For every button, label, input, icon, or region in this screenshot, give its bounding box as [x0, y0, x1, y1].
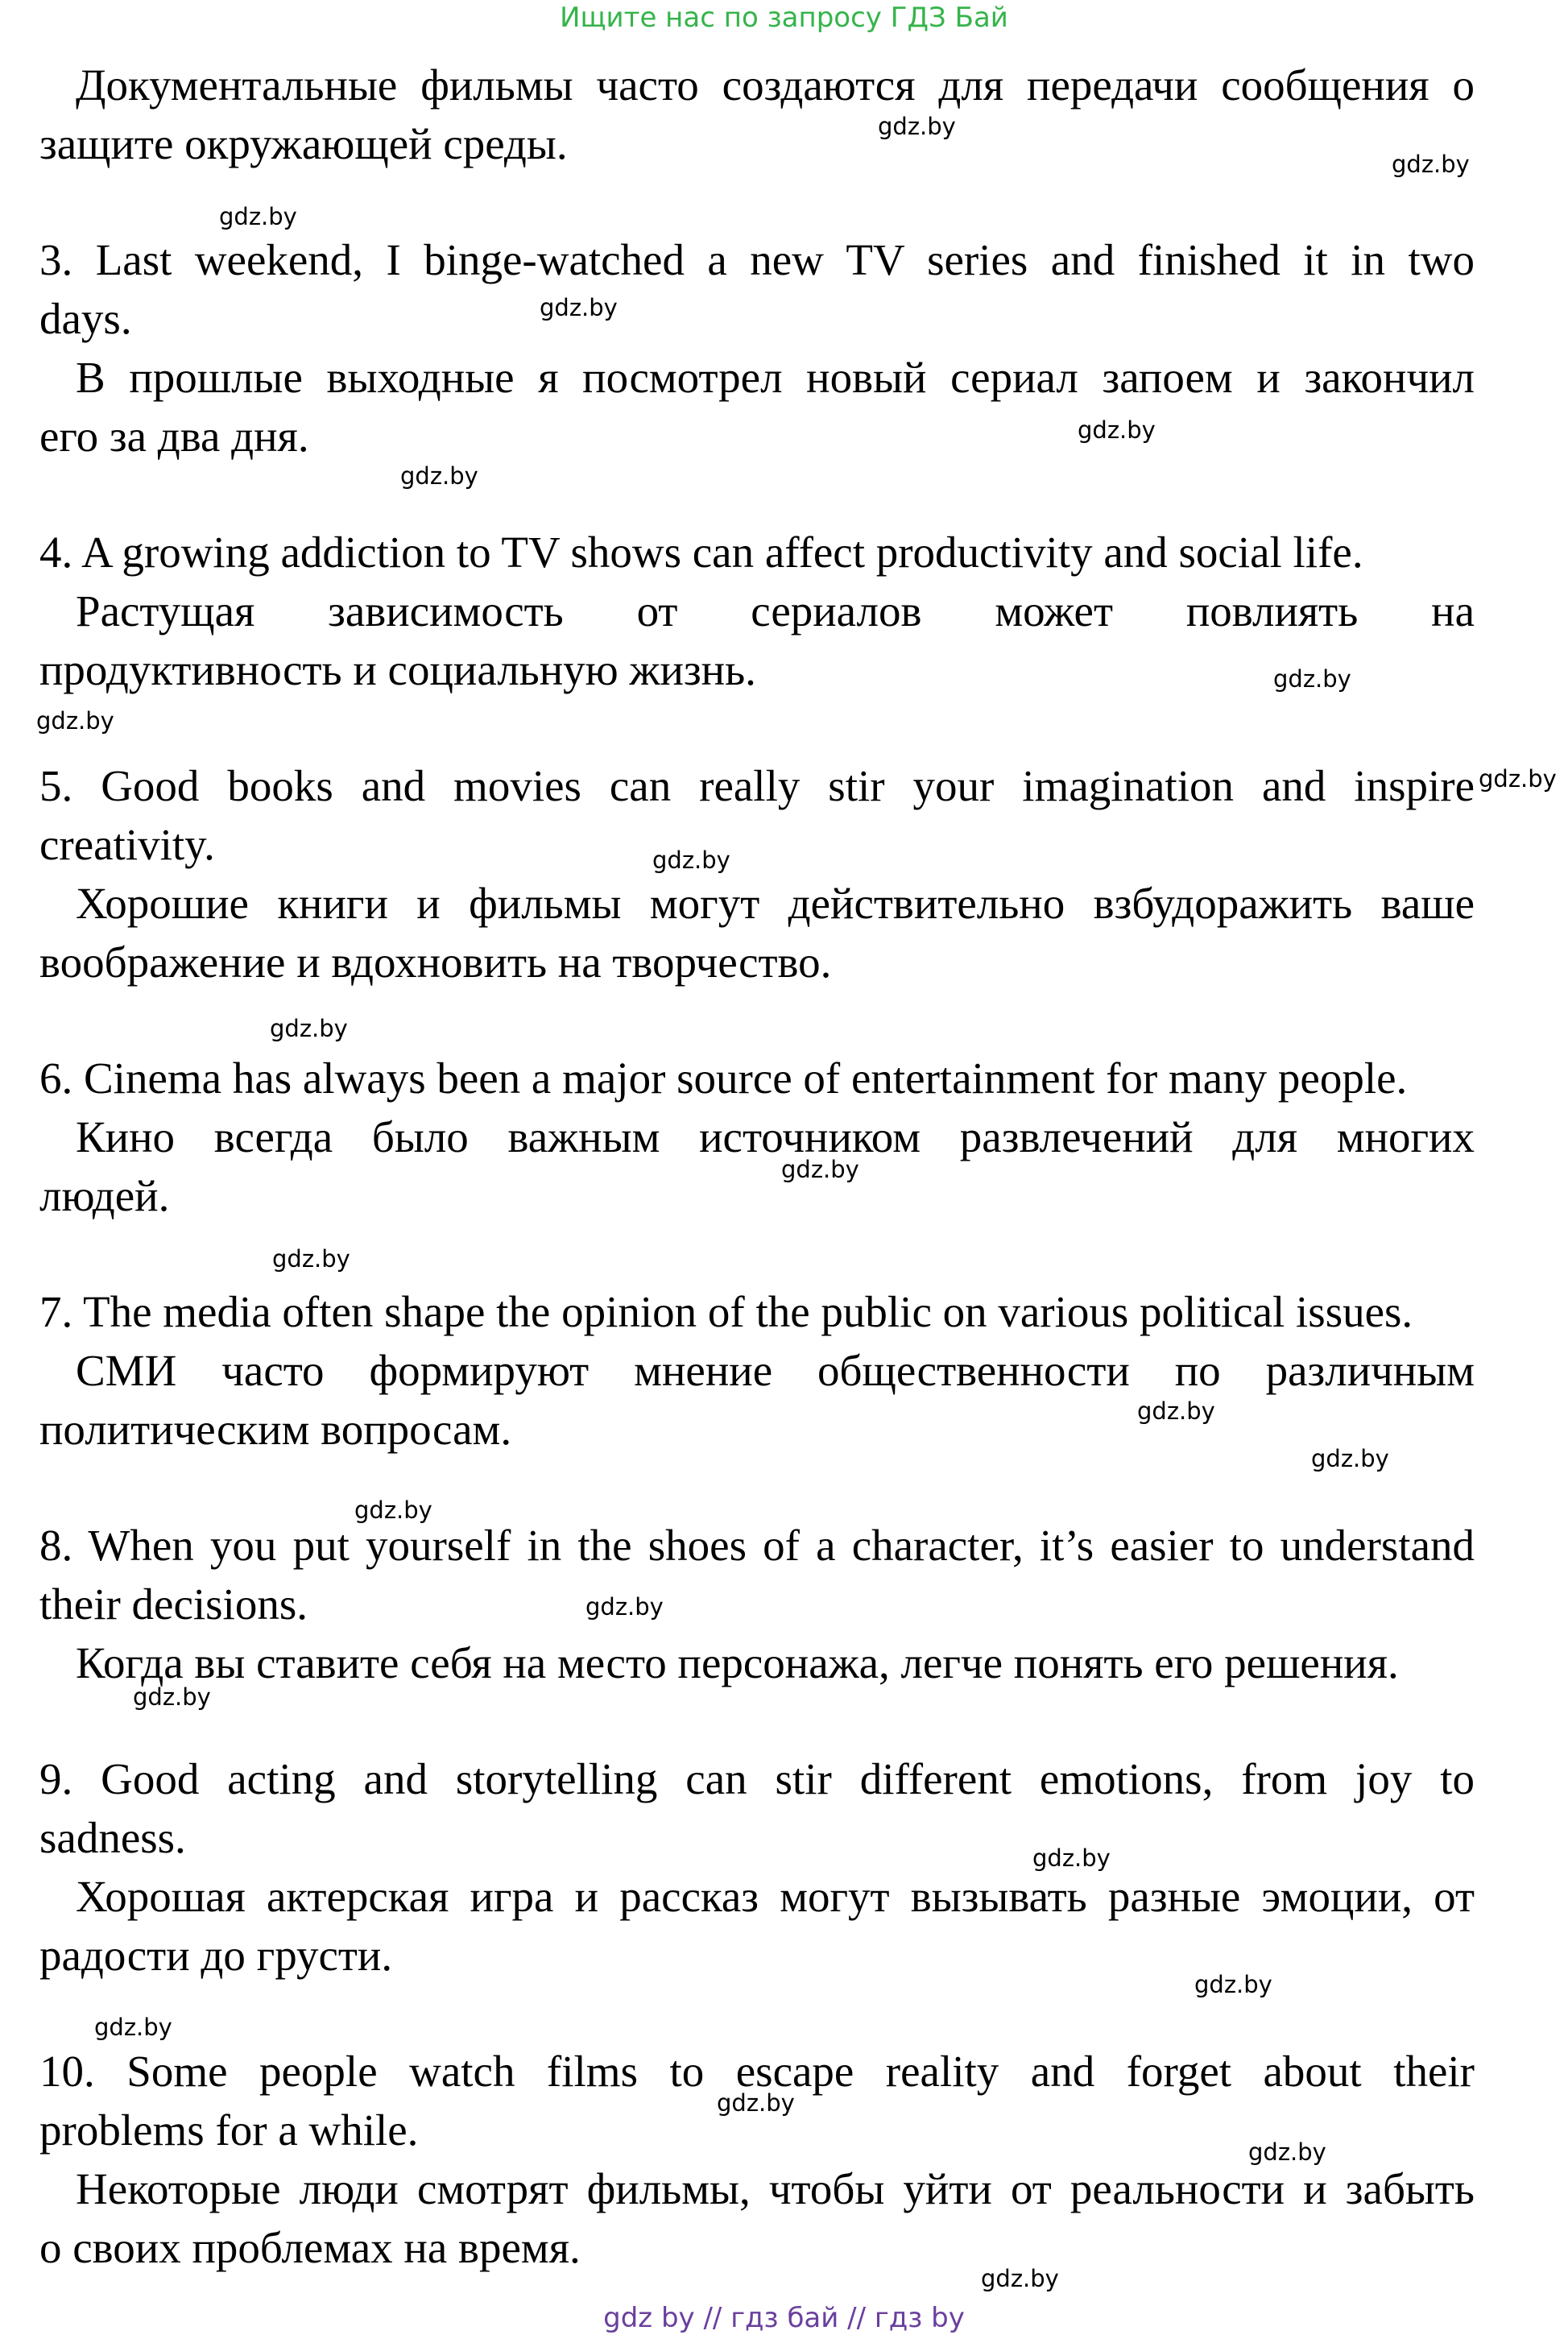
watermark: gdz.by — [94, 2014, 172, 2041]
watermark: gdz.by — [1194, 1971, 1272, 1998]
english-sentence-3: 3. Last weekend, I binge-watched a new TV series and finished it in two — [39, 235, 1475, 284]
watermark: gdz.by — [400, 462, 478, 490]
watermark: gdz.by — [272, 1245, 350, 1273]
english-sentence-3-cont: days. — [39, 294, 132, 343]
footer-links[interactable]: gdz by // гдз бай // гдз by — [603, 2302, 965, 2334]
russian-translation-10: Некоторые люди смотрят фильмы, чтобы уйти от реальности и забыть — [76, 2164, 1475, 2213]
watermark: gdz.by — [1032, 1844, 1111, 1872]
text-line: защите окружающей среды. — [39, 119, 568, 168]
russian-translation-3: В прошлые выходные я посмотрел новый сериал запоем и закончил — [76, 353, 1475, 402]
english-sentence-5: 5. Good books and movies can really stir your imagination and inspire — [39, 761, 1475, 810]
watermark: gdz.by — [1248, 2138, 1326, 2166]
text-line: Документальные фильмы часто создаются для передачи сообщения о — [76, 60, 1475, 110]
english-sentence-8: 8. When you put yourself in the shoes of a character, it’s easier to understand — [39, 1521, 1475, 1570]
watermark: gdz.by — [981, 2265, 1059, 2292]
watermark: gdz.by — [1078, 416, 1156, 444]
watermark: gdz.by — [878, 113, 956, 140]
watermark: gdz.by — [354, 1497, 432, 1524]
russian-translation-10-cont: о своих проблемах на время. — [39, 2223, 581, 2272]
watermark: gdz.by — [1273, 665, 1351, 693]
english-sentence-9-cont: sadness. — [39, 1813, 186, 1862]
russian-translation-9: Хорошая актерская игра и рассказ могут вызывать разные эмоции, от — [76, 1872, 1475, 1921]
russian-translation-8: Когда вы ставите себя на место персонажа, легче понять его решения. — [76, 1638, 1399, 1687]
watermark: gdz.by — [36, 707, 114, 735]
watermark: gdz.by — [219, 203, 297, 230]
watermark: gdz.by — [717, 2089, 795, 2117]
watermark: gdz.by — [652, 847, 730, 874]
english-sentence-7: 7. The media often shape the opinion of the public on various political issues. — [39, 1287, 1413, 1336]
english-sentence-9: 9. Good acting and storytelling can stir different emotions, from joy to — [39, 1754, 1475, 1803]
header-search-link[interactable]: Ищите нас по запросу ГДЗ Бай — [560, 2, 1008, 34]
watermark: gdz.by — [1311, 1445, 1389, 1472]
watermark: gdz.by — [1392, 151, 1470, 178]
russian-translation-5: Хорошие книги и фильмы могут действительно взбудоражить ваше — [76, 879, 1475, 928]
russian-translation-3-cont: его за два дня. — [39, 412, 309, 461]
russian-translation-6: Кино всегда было важным источником развлечений для многих — [76, 1112, 1475, 1161]
russian-translation-7-cont: политическим вопросам. — [39, 1405, 512, 1454]
russian-translation-4: Растущая зависимость от сериалов может повлиять на — [76, 586, 1475, 635]
russian-translation-9-cont: радости до грусти. — [39, 1931, 393, 1980]
english-sentence-10-cont: problems for a while. — [39, 2105, 419, 2155]
english-sentence-5-cont: creativity. — [39, 820, 215, 869]
watermark: gdz.by — [133, 1683, 211, 1711]
russian-translation-4-cont: продуктивность и социальную жизнь. — [39, 645, 756, 694]
watermark: gdz.by — [270, 1015, 348, 1042]
english-sentence-6: 6. Cinema has always been a major source of entertainment for many people. — [39, 1054, 1408, 1103]
watermark: gdz.by — [1479, 765, 1557, 793]
english-sentence-8-cont: their decisions. — [39, 1579, 308, 1629]
russian-translation-5-cont: воображение и вдохновить на творчество. — [39, 938, 832, 987]
english-sentence-10: 10. Some people watch films to escape reality and forget about their — [39, 2047, 1475, 2096]
watermark: gdz.by — [1137, 1397, 1215, 1425]
watermark: gdz.by — [540, 294, 618, 321]
english-sentence-4: 4. A growing addiction to TV shows can affect productivity and social life. — [39, 528, 1363, 577]
russian-translation-7: СМИ часто формируют мнение общественности по различным — [76, 1346, 1475, 1395]
watermark: gdz.by — [781, 1156, 859, 1183]
russian-translation-6-cont: людей. — [39, 1171, 170, 1220]
watermark: gdz.by — [585, 1593, 664, 1621]
